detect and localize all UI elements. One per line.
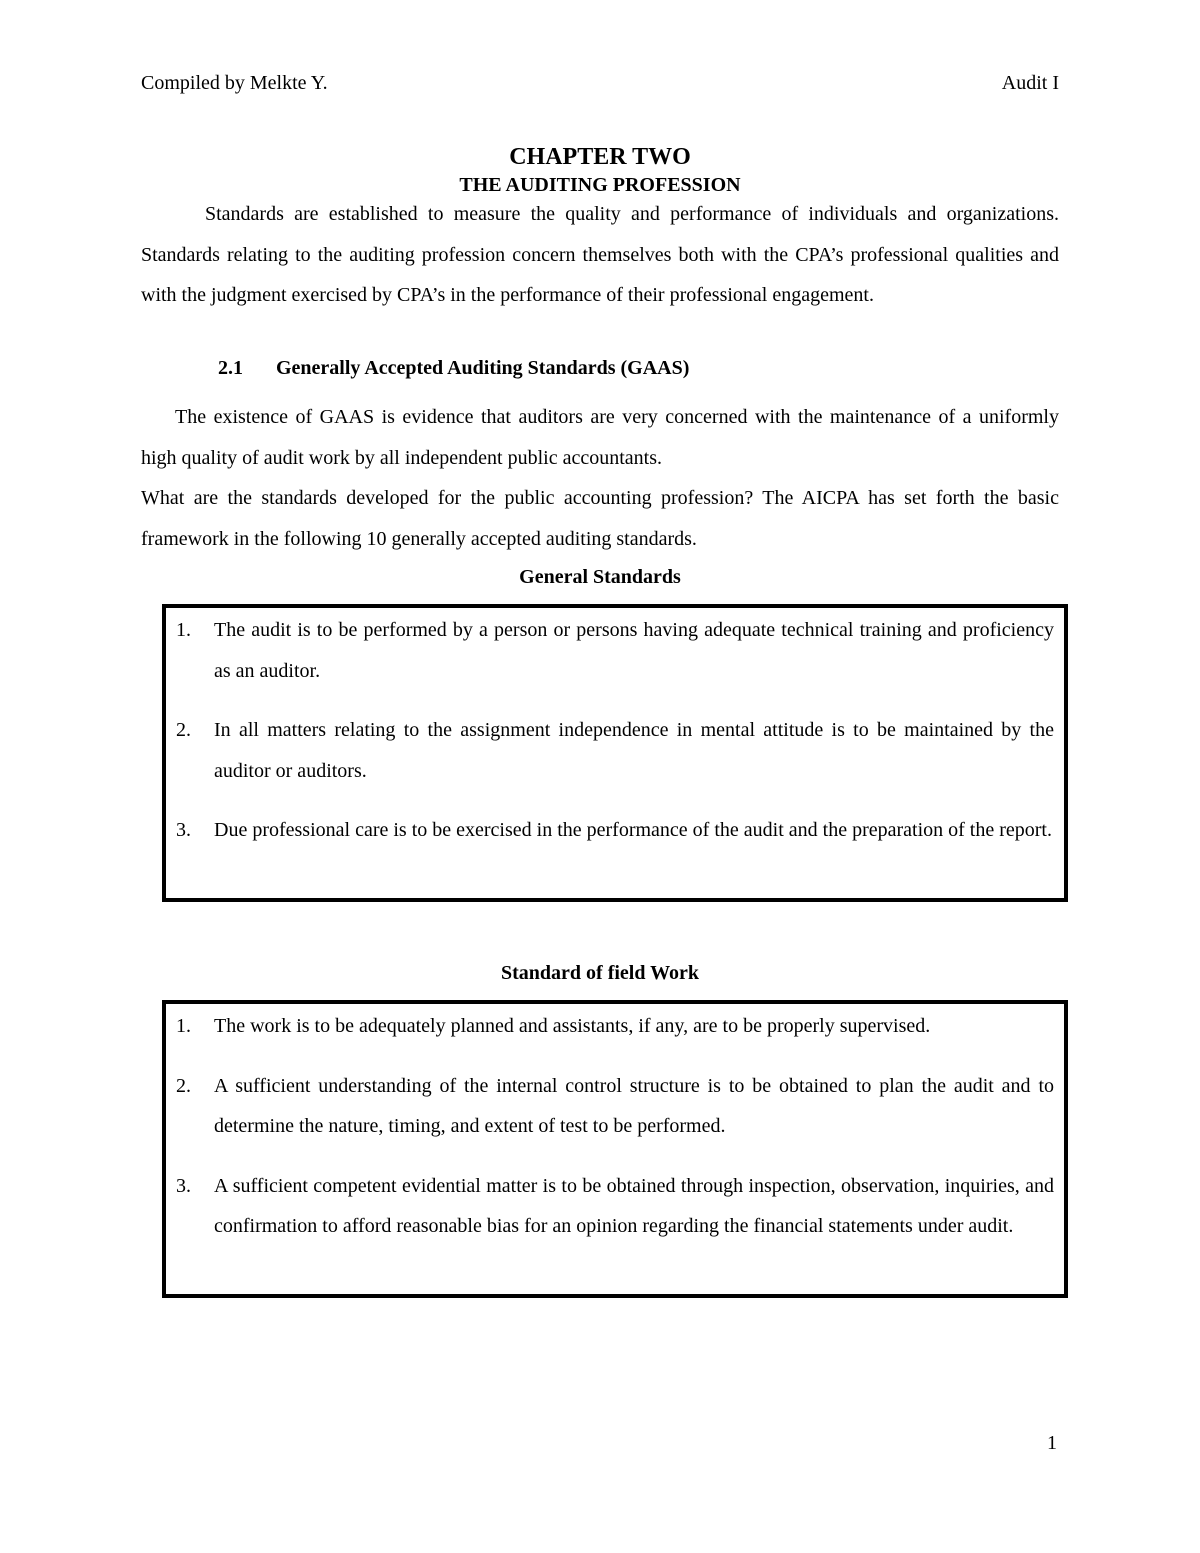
list-item-number: 1. [176,1015,191,1037]
list-item [176,1166,1054,1247]
list-item-text: A sufficient understanding of the internal control structure is to be obtained to plan the audit and to determine the nature, timing, and extent of test to be performed. [214,1074,1054,1137]
section-title: Generally Accepted Auditing Standards (GAAS) [276,357,690,379]
field-work-standards-box [162,1000,1068,1298]
chapter-subtitle: THE AUDITING PROFESSION [459,174,741,196]
list-item-text: A sufficient competent evidential matter is to be obtained through inspection, observation, inquiries, and confirmation to afford reasonable bias for an opinion regarding the financial statements under audit. [214,1174,1054,1237]
list-item [176,1066,1054,1147]
list-item-text: In all matters relating to the assignment independence in mental attitude is to be maintained by the auditor or auditors. [214,719,1054,782]
general-standards-box [162,604,1068,902]
header-author: Compiled by Melkte Y. [141,72,328,94]
list-item-number: 3. [176,819,191,841]
framework-paragraph: What are the standards developed for the public accounting profession? The AICPA has set forth the basic framework in the following 10 generally accepted auditing standards. [141,487,1059,550]
list-item [176,1006,1054,1047]
general-standards-title: General Standards [519,566,681,588]
section-number: 2.1 [218,357,243,379]
list-item [176,810,1054,851]
chapter-title: CHAPTER TWO [509,144,691,170]
field-work-standards-list [176,1006,1054,1266]
list-item-text: Due professional care is to be exercised in the performance of the audit and the preparation of the report. [214,819,1052,841]
section-heading [218,357,689,380]
page-number: 1 [1047,1432,1057,1454]
intro-paragraph: Standards are established to measure the quality and performance of individuals and organizations. Standards relating to the auditing profession concern themselves both with the CPA’s professional qualities and with the judgment exercised by CPA’s in the performance of their professional engagement. [141,203,1059,306]
list-item [176,610,1054,691]
list-item [176,710,1054,791]
general-standards-list [176,610,1054,870]
list-item-number: 3. [176,1174,191,1197]
list-item-text: The audit is to be performed by a person or persons having adequate technical training and proficiency as an auditor. [214,619,1054,682]
list-item-text: The work is to be adequately planned and assistants, if any, are to be properly supervised. [214,1015,931,1037]
field-work-standards-title: Standard of field Work [501,962,699,984]
list-item-number: 2. [176,719,191,741]
list-item-number: 2. [176,1074,191,1097]
gaas-paragraph: The existence of GAAS is evidence that auditors are very concerned with the maintenance of a uniformly high quality of audit work by all independent public accountants. [141,406,1059,469]
list-item-number: 1. [176,619,191,641]
header-course: Audit I [1001,72,1059,94]
